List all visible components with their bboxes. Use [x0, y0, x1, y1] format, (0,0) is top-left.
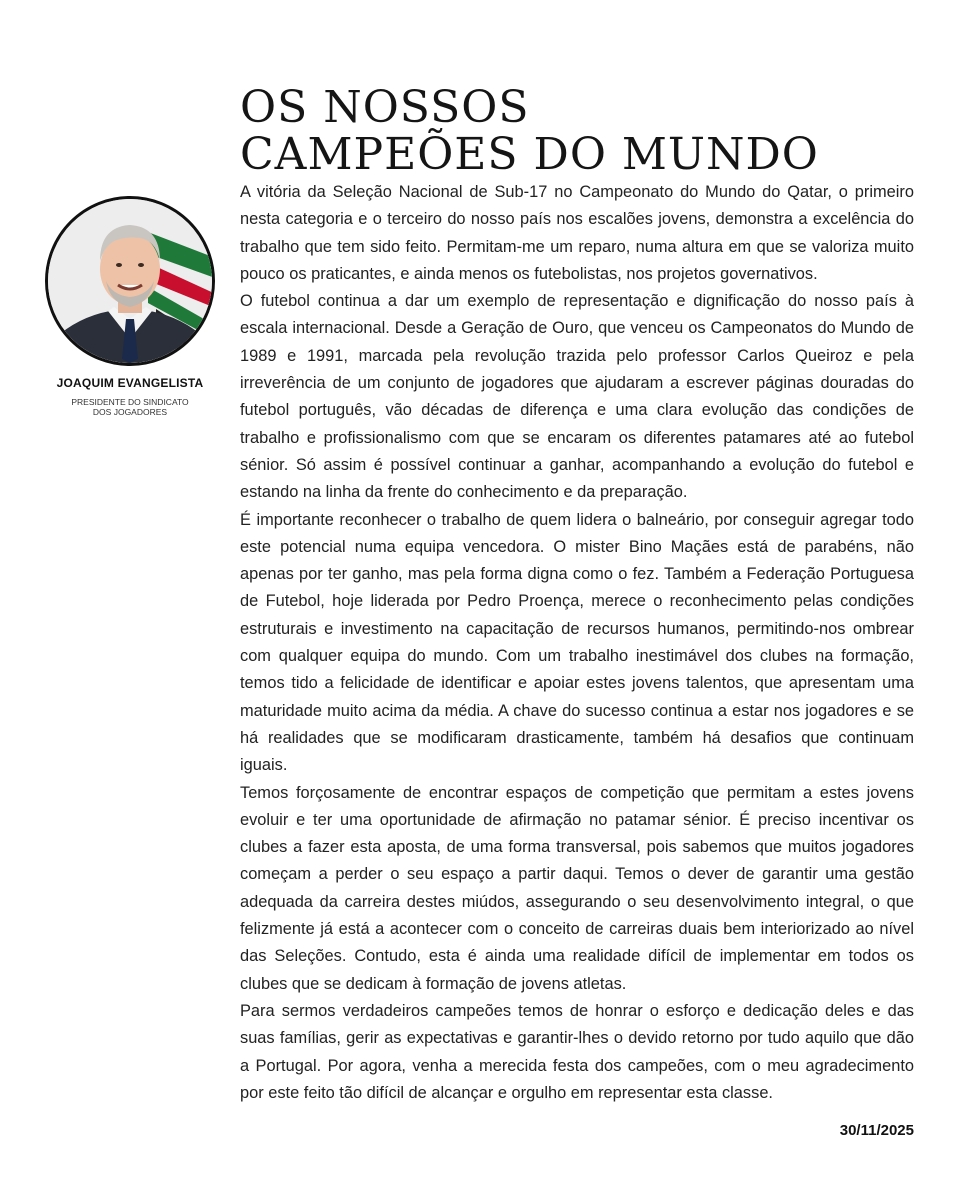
author-role-line1: PRESIDENTE DO SINDICATO — [71, 397, 189, 407]
author-role-line2: DOS JOGADORES — [92, 407, 168, 417]
article-title-line1: OS NOSSOS — [240, 82, 530, 133]
author-photo-icon — [48, 199, 212, 363]
article-paragraph: A vitória da Seleção Nacional de Sub-17 no Campeonato do Mundo do Qatar, o primeiro nesta categoria e o terceiro do nosso país nos escalões jovens, demonstra a excelência do trabalho que tem sido feito. Permitam-me um reparo, numa altura em que se valoriza muito pouco os praticantes, e ainda menos os futebolistas, nos projetos governativos. — [240, 183, 914, 283]
article-title-line2: CAMPEÕES DO MUNDO — [240, 129, 819, 180]
article-paragraph: Temos forçosamente de encontrar espaços de competição que permitam a estes jovens evoluir e ter uma oportunidade de afirmação no patamar sénior. É preciso incentivar os clubes a fazer esta aposta, de uma forma transversal, pois sabemos que muitos jogadores começam a perder o seu espaço a partir daqui. Temos o dever de garantir uma gestão adequada da carreira destes miúdos, assegurando o seu desenvolvimento integral, o que felizmente já está a acontecer com o conceito de carreiras duais bem interiorizado ao nível das Seleções. Contudo, esta é ainda uma realidade difícil de implementar em todos os clubes que se dedicam à formação de jovens atletas. — [240, 783, 914, 993]
author-role — [65, 397, 195, 417]
article-body — [240, 179, 914, 1107]
article-paragraph: Para sermos verdadeiros campeões temos de honrar o esforço e dedicação deles e das suas famílias, gerir as expectativas e garantir-lhes o devido retorno por tudo aquilo que dão a Portugal. Por agora, venha a merecida festa dos campeões, com o meu agradecimento por este feito tão difícil de alcançar e orgulho em representar esta classe. — [240, 1001, 914, 1102]
author-name: JOAQUIM EVANGELISTA — [56, 376, 204, 390]
author-portrait — [45, 196, 215, 366]
article-paragraph: O futebol continua a dar um exemplo de representação e dignificação do nosso país à escala internacional. Desde a Geração de Ouro, que venceu os Campeonatos do Mundo de 1989 e 1991, marcada pela revolução trazida pelo professor Carlos Queiroz e pela irreverência de um conjunto de jogadores que ajudaram a escrever páginas douradas do futebol português, vão décadas de diferença e uma clara evolução das condições de trabalho e profissionalismo com que se encaram os diferentes patamares até ao futebol sénior. Só assim é possível continuar a ganhar, acompanhando a evolução do futebol e estando na linha da frente do conhecimento e da preparação. — [240, 292, 914, 502]
article-title — [240, 84, 930, 178]
article-date: 30/11/2025 — [839, 1122, 914, 1139]
article-paragraph: É importante reconhecer o trabalho de quem lidera o balneário, por conseguir agregar todo este potencial numa equipa vencedora. O mister Bino Maçães está de parabéns, não apenas por ter ganho, mas pela forma digna como o fez. Também a Federação Portuguesa de Futebol, hoje liderada por Pedro Proença, merece o reconhecimento pelas condições estruturais e investimento na capacitação de recursos humanos, permitindo-nos ombrear com qualquer equipa do mundo. Com um trabalho inestimável dos clubes na formação, temos tido a felicidade de identificar e apoiar estes jovens talentos, que apresentam uma maturidade muito acima da média. A chave do sucesso continua a estar nos jogadores e se há realidades que se modificaram drasticamente, também há desafios que continuam iguais. — [240, 510, 914, 775]
author-block — [44, 196, 216, 417]
